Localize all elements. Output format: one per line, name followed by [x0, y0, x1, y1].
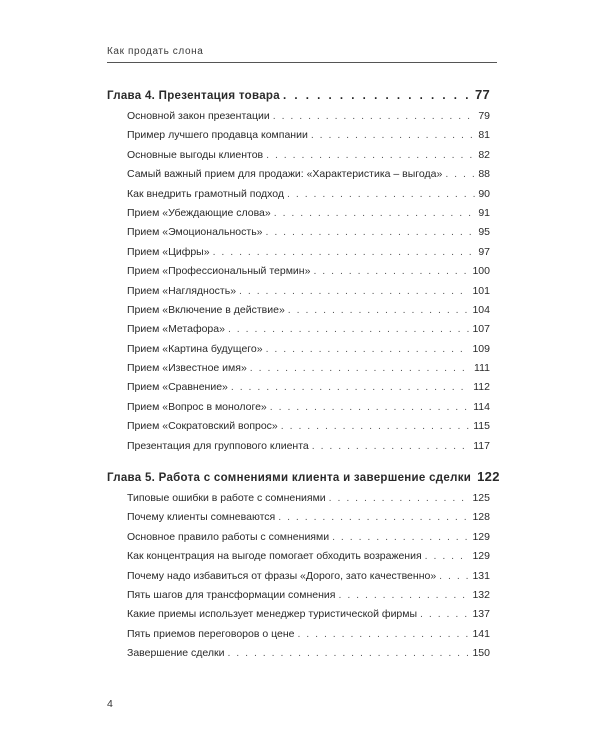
dot-leader — [445, 165, 475, 184]
dot-leader — [266, 340, 470, 359]
toc-entry-title: Пять приемов переговоров о цене — [127, 627, 295, 640]
toc-entry-page: 79 — [478, 110, 490, 122]
toc-entry-page: 90 — [478, 187, 490, 200]
toc-entry — [107, 586, 490, 605]
toc-entry-title: Презентация для группового клиента — [127, 439, 309, 452]
toc-entry — [107, 528, 490, 547]
dot-leader — [313, 262, 469, 281]
toc-entry-page: 81 — [478, 129, 490, 142]
toc-entry-page: 88 — [478, 168, 490, 181]
dot-leader — [266, 146, 475, 165]
toc-entry — [107, 165, 490, 184]
toc-entry-page: 129 — [472, 530, 490, 543]
toc-entry-title: Основной закон презентации — [127, 110, 270, 122]
dot-leader — [278, 508, 469, 527]
toc-entry-title: Прием «Наглядность» — [127, 284, 237, 297]
toc-entry — [107, 605, 490, 624]
header-rule — [107, 62, 497, 63]
toc-entry — [107, 282, 490, 301]
dot-leader — [297, 625, 469, 644]
dot-leader — [273, 107, 476, 126]
dot-leader — [227, 644, 469, 663]
toc-entry-title: Основное правило работы с сомнениями — [127, 530, 330, 543]
toc-entry-title: Почему клиенты сомневаются — [127, 511, 276, 524]
toc-entry-page: 97 — [478, 245, 490, 258]
toc-entry-title: Прием «Картина будущего» — [127, 342, 263, 355]
toc-entry-page: 111 — [474, 362, 490, 375]
toc-entry-page: 117 — [473, 439, 490, 452]
toc-entry — [107, 301, 490, 320]
toc-entry-page: 131 — [472, 569, 490, 582]
table-of-contents — [107, 84, 500, 674]
toc-entry-page: 128 — [472, 511, 490, 524]
dot-leader — [228, 320, 470, 339]
toc-entry-title: Прием «Известное имя» — [127, 362, 247, 375]
toc-entry — [107, 204, 490, 223]
toc-entry-title: Глава 5. Работа с сомнениями клиента и завершение сделки — [107, 472, 472, 485]
toc-chapter-heading — [107, 466, 500, 487]
toc-entry-page: 77 — [474, 87, 490, 102]
toc-entry-title: Завершение сделки — [127, 647, 225, 660]
toc-entry — [107, 567, 490, 586]
dot-leader — [338, 586, 469, 605]
toc-entry — [107, 359, 490, 378]
toc-entry — [107, 223, 490, 242]
toc-entry-page: 100 — [472, 265, 490, 278]
dot-leader — [288, 301, 470, 320]
toc-entry — [107, 107, 490, 126]
dot-leader — [239, 282, 469, 301]
toc-chapter — [107, 466, 500, 664]
toc-entry — [107, 417, 490, 436]
toc-entry-page: 101 — [472, 284, 490, 297]
toc-entry — [107, 243, 490, 262]
toc-entry-title: Прием «Сократовский вопрос» — [127, 420, 278, 433]
dot-leader — [283, 86, 472, 107]
toc-entry-title: Прием «Убеждающие слова» — [127, 206, 271, 219]
toc-entry — [107, 126, 490, 145]
toc-entry-title: Прием «Вопрос в монологе» — [127, 400, 267, 413]
toc-entry-page: 141 — [472, 627, 490, 640]
toc-entry-title: Как концентрация на выгоде помогает обходить возражения — [127, 550, 422, 563]
toc-chapter-heading — [107, 84, 490, 105]
dot-leader — [329, 489, 470, 508]
toc-entry-title: Самый важный прием для продажи: «Характеристика – выгода» — [127, 168, 443, 181]
toc-entry-page: 125 — [472, 492, 490, 505]
toc-entry-title: Глава 4. Презентация товара — [107, 90, 280, 102]
toc-entry-page: 82 — [478, 148, 490, 161]
toc-entry-title: Какие приемы использует менеджер туристической фирмы — [127, 608, 418, 621]
toc-entry — [107, 508, 490, 527]
toc-entry-title: Прием «Сравнение» — [127, 381, 228, 394]
dot-leader — [287, 185, 475, 204]
toc-entry-page: 95 — [478, 226, 490, 239]
toc-entry-title: Прием «Метафора» — [127, 323, 225, 336]
dot-leader — [231, 378, 470, 397]
toc-entry-page: 91 — [478, 206, 490, 219]
dot-leader — [312, 437, 471, 456]
toc-entry-title: Прием «Профессиональный термин» — [127, 265, 311, 278]
toc-entry-page: 150 — [472, 647, 490, 660]
toc-entry-page: 112 — [473, 381, 490, 394]
dot-leader — [266, 223, 476, 242]
toc-entry-page: 104 — [472, 303, 490, 316]
dot-leader — [250, 359, 471, 378]
toc-entry — [107, 340, 490, 359]
toc-entry-title: Пример лучшего продавца компании — [127, 129, 308, 142]
dot-leader — [420, 605, 469, 624]
toc-entry-page: 115 — [473, 420, 490, 433]
toc-entry-page: 114 — [473, 400, 490, 413]
toc-entry-title: Типовые ошибки в работе с сомнениями — [127, 492, 326, 505]
toc-entry — [107, 146, 490, 165]
toc-entry-title: Как внедрить грамотный подход — [127, 187, 285, 200]
toc-entry-title: Прием «Цифры» — [127, 245, 210, 258]
dot-leader — [274, 204, 476, 223]
dot-leader — [425, 547, 470, 566]
toc-entry — [107, 489, 490, 508]
dot-leader — [281, 417, 470, 436]
toc-entry-page: 129 — [472, 550, 490, 563]
toc-entry — [107, 320, 490, 339]
dot-leader — [439, 567, 469, 586]
toc-entry-page: 109 — [472, 342, 490, 355]
toc-entry — [107, 378, 490, 397]
toc-entry-page: 132 — [472, 588, 490, 601]
toc-entry-title: Основные выгоды клиентов — [127, 148, 264, 161]
toc-entry-title: Пять шагов для трансформации сомнения — [127, 588, 336, 601]
toc-entry-title: Прием «Эмоциональность» — [127, 226, 263, 239]
toc-entry — [107, 625, 490, 644]
dot-leader — [332, 528, 469, 547]
toc-entry — [107, 398, 490, 417]
toc-entry — [107, 644, 490, 663]
page-number: 4 — [107, 698, 113, 710]
toc-chapter — [107, 84, 490, 456]
toc-entry — [107, 547, 490, 566]
toc-entry — [107, 185, 490, 204]
running-head: Как продать слона — [107, 46, 204, 57]
toc-entry-page: 122 — [477, 469, 500, 485]
toc-entry-page: 137 — [472, 608, 490, 621]
toc-entry-page: 107 — [472, 323, 490, 336]
dot-leader — [311, 126, 476, 145]
dot-leader — [270, 398, 470, 417]
dot-leader — [213, 243, 476, 262]
toc-entry-title: Прием «Включение в действие» — [127, 303, 285, 316]
toc-entry — [107, 437, 490, 456]
toc-entry — [107, 262, 490, 281]
toc-entry-title: Почему надо избавиться от фразы «Дорого, зато качественно» — [127, 569, 437, 582]
